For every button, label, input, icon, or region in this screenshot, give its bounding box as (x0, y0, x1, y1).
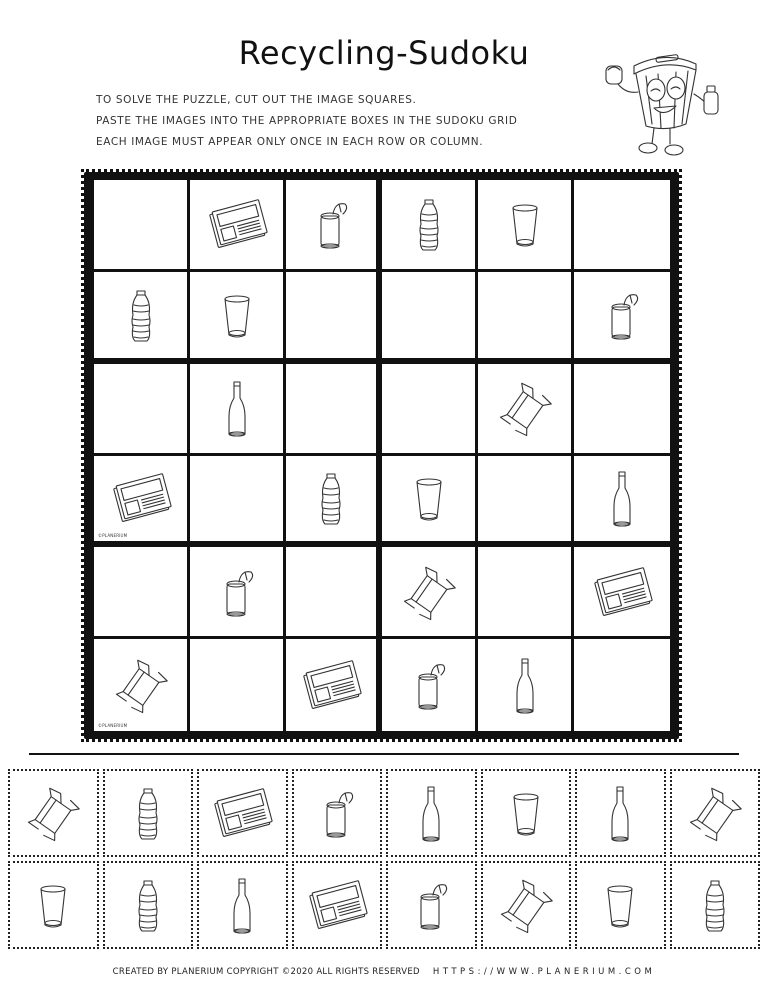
grid-cell-r3-c3[interactable] (286, 364, 382, 456)
footer-url-link[interactable]: HTTPS://WWW.PLANERIUM.COM (432, 967, 656, 977)
grid-cell-r5-c2[interactable] (190, 547, 286, 639)
newspaper-icon (301, 655, 361, 715)
newspaper-icon (307, 875, 367, 935)
cutout-card-plastic-bottle[interactable] (670, 861, 761, 949)
glass-bottle-icon (401, 783, 461, 843)
grid-cell-r2-c3[interactable] (286, 272, 382, 364)
instructions (96, 90, 517, 153)
cutout-card-newspaper[interactable] (197, 769, 288, 857)
plastic-bottle-icon (685, 875, 745, 935)
newspaper-icon (592, 562, 652, 622)
grid-cell-r5-c1[interactable] (94, 547, 190, 639)
instruction-line-1: TO SOLVE THE PUZZLE, CUT OUT THE IMAGE SQUARES. (96, 94, 417, 106)
plastic-bottle-icon (118, 875, 178, 935)
grid-cell-r1-c1[interactable] (94, 180, 190, 272)
grid-cell-r1-c4[interactable] (382, 180, 478, 272)
grid-cell-r5-c4[interactable] (382, 547, 478, 639)
cutout-card-carton[interactable] (8, 769, 99, 857)
grid-cell-r1-c3[interactable] (286, 180, 382, 272)
cutout-card-carton[interactable] (670, 769, 761, 857)
can-icon (207, 562, 267, 622)
grid-cell-r6-c4[interactable] (382, 639, 478, 731)
can-icon (592, 285, 652, 345)
glass-cup-icon (207, 285, 267, 345)
glass-cup-icon (496, 783, 556, 843)
carton-icon (495, 378, 555, 438)
footer-credit: CREATED BY PLANERIUM COPYRIGHT ©2020 ALL RIGHTS RESERVED (112, 967, 420, 977)
instruction-line-3: EACH IMAGE MUST APPEAR ONLY ONCE IN EACH ROW OR COLUMN. (96, 136, 484, 148)
cutout-card-can[interactable] (386, 861, 477, 949)
recycle-bin-mascot-icon (596, 44, 726, 158)
cutout-card-glass-bottle[interactable] (197, 861, 288, 949)
cutout-card-plastic-bottle[interactable] (103, 861, 194, 949)
can-icon (399, 655, 459, 715)
cutout-card-glass-bottle[interactable] (575, 769, 666, 857)
carton-icon (399, 562, 459, 622)
cutout-cards (8, 769, 760, 949)
grid-cell-r4-c4[interactable] (382, 456, 478, 548)
grid-cell-r3-c2[interactable] (190, 364, 286, 456)
plastic-bottle-icon (118, 783, 178, 843)
grid-cell-r3-c6[interactable] (574, 364, 670, 456)
grid-cell-r4-c6[interactable] (574, 456, 670, 548)
can-icon (301, 194, 361, 254)
carton-icon (23, 783, 83, 843)
carton-icon (685, 783, 745, 843)
glass-cup-icon (590, 875, 650, 935)
grid-cell-r4-c5[interactable] (478, 456, 574, 548)
grid-cell-r5-c5[interactable] (478, 547, 574, 639)
cutout-card-glass-cup[interactable] (8, 861, 99, 949)
plastic-bottle-icon (399, 194, 459, 254)
footer (0, 967, 768, 977)
cutout-card-can[interactable] (292, 769, 383, 857)
sudoku-grid (94, 180, 670, 731)
watermark: ©PLANERIUM (98, 533, 128, 539)
newspaper-icon (207, 194, 267, 254)
glass-cup-icon (399, 468, 459, 528)
cutout-card-carton[interactable] (481, 861, 572, 949)
plastic-bottle-icon (301, 468, 361, 528)
grid-cell-r3-c4[interactable] (382, 364, 478, 456)
grid-cell-r2-c4[interactable] (382, 272, 478, 364)
cutout-card-glass-bottle[interactable] (386, 769, 477, 857)
grid-cell-r1-c6[interactable] (574, 180, 670, 272)
grid-cell-r4-c3[interactable] (286, 456, 382, 548)
glass-bottle-icon (207, 378, 267, 438)
glass-bottle-icon (212, 875, 272, 935)
grid-cell-r4-c2[interactable] (190, 456, 286, 548)
grid-cell-r2-c5[interactable] (478, 272, 574, 364)
carton-icon (111, 655, 171, 715)
grid-cell-r6-c1[interactable] (94, 639, 190, 731)
cutout-card-glass-cup[interactable] (481, 769, 572, 857)
grid-cell-r2-c1[interactable] (94, 272, 190, 364)
grid-cell-r2-c6[interactable] (574, 272, 670, 364)
cutout-card-glass-cup[interactable] (575, 861, 666, 949)
carton-icon (496, 875, 556, 935)
glass-cup-icon (495, 194, 555, 254)
grid-cell-r3-c5[interactable] (478, 364, 574, 456)
grid-cell-r3-c1[interactable] (94, 364, 190, 456)
grid-cell-r2-c2[interactable] (190, 272, 286, 364)
grid-cell-r6-c3[interactable] (286, 639, 382, 731)
grid-cell-r5-c6[interactable] (574, 547, 670, 639)
newspaper-icon (212, 783, 272, 843)
grid-cell-r6-c2[interactable] (190, 639, 286, 731)
glass-bottle-icon (590, 783, 650, 843)
instruction-line-2: PASTE THE IMAGES INTO THE APPROPRIATE BOXES IN THE SUDOKU GRID (96, 115, 518, 127)
can-icon (307, 783, 367, 843)
glass-cup-icon (23, 875, 83, 935)
cutout-card-plastic-bottle[interactable] (103, 769, 194, 857)
newspaper-icon (111, 468, 171, 528)
grid-cell-r6-c6[interactable] (574, 639, 670, 731)
grid-cell-r5-c3[interactable] (286, 547, 382, 639)
page-title: Recycling-Sudoku (238, 34, 530, 72)
watermark: ©PLANERIUM (98, 723, 128, 728)
glass-bottle-icon (495, 655, 555, 715)
cutout-card-newspaper[interactable] (292, 861, 383, 949)
grid-cell-r1-c2[interactable] (190, 180, 286, 272)
grid-cell-r1-c5[interactable] (478, 180, 574, 272)
glass-bottle-icon (592, 468, 652, 528)
can-icon (401, 875, 461, 935)
plastic-bottle-icon (111, 285, 171, 345)
grid-cell-r4-c1[interactable] (94, 456, 190, 548)
grid-cell-r6-c5[interactable] (478, 639, 574, 731)
cut-divider-line (29, 753, 739, 755)
